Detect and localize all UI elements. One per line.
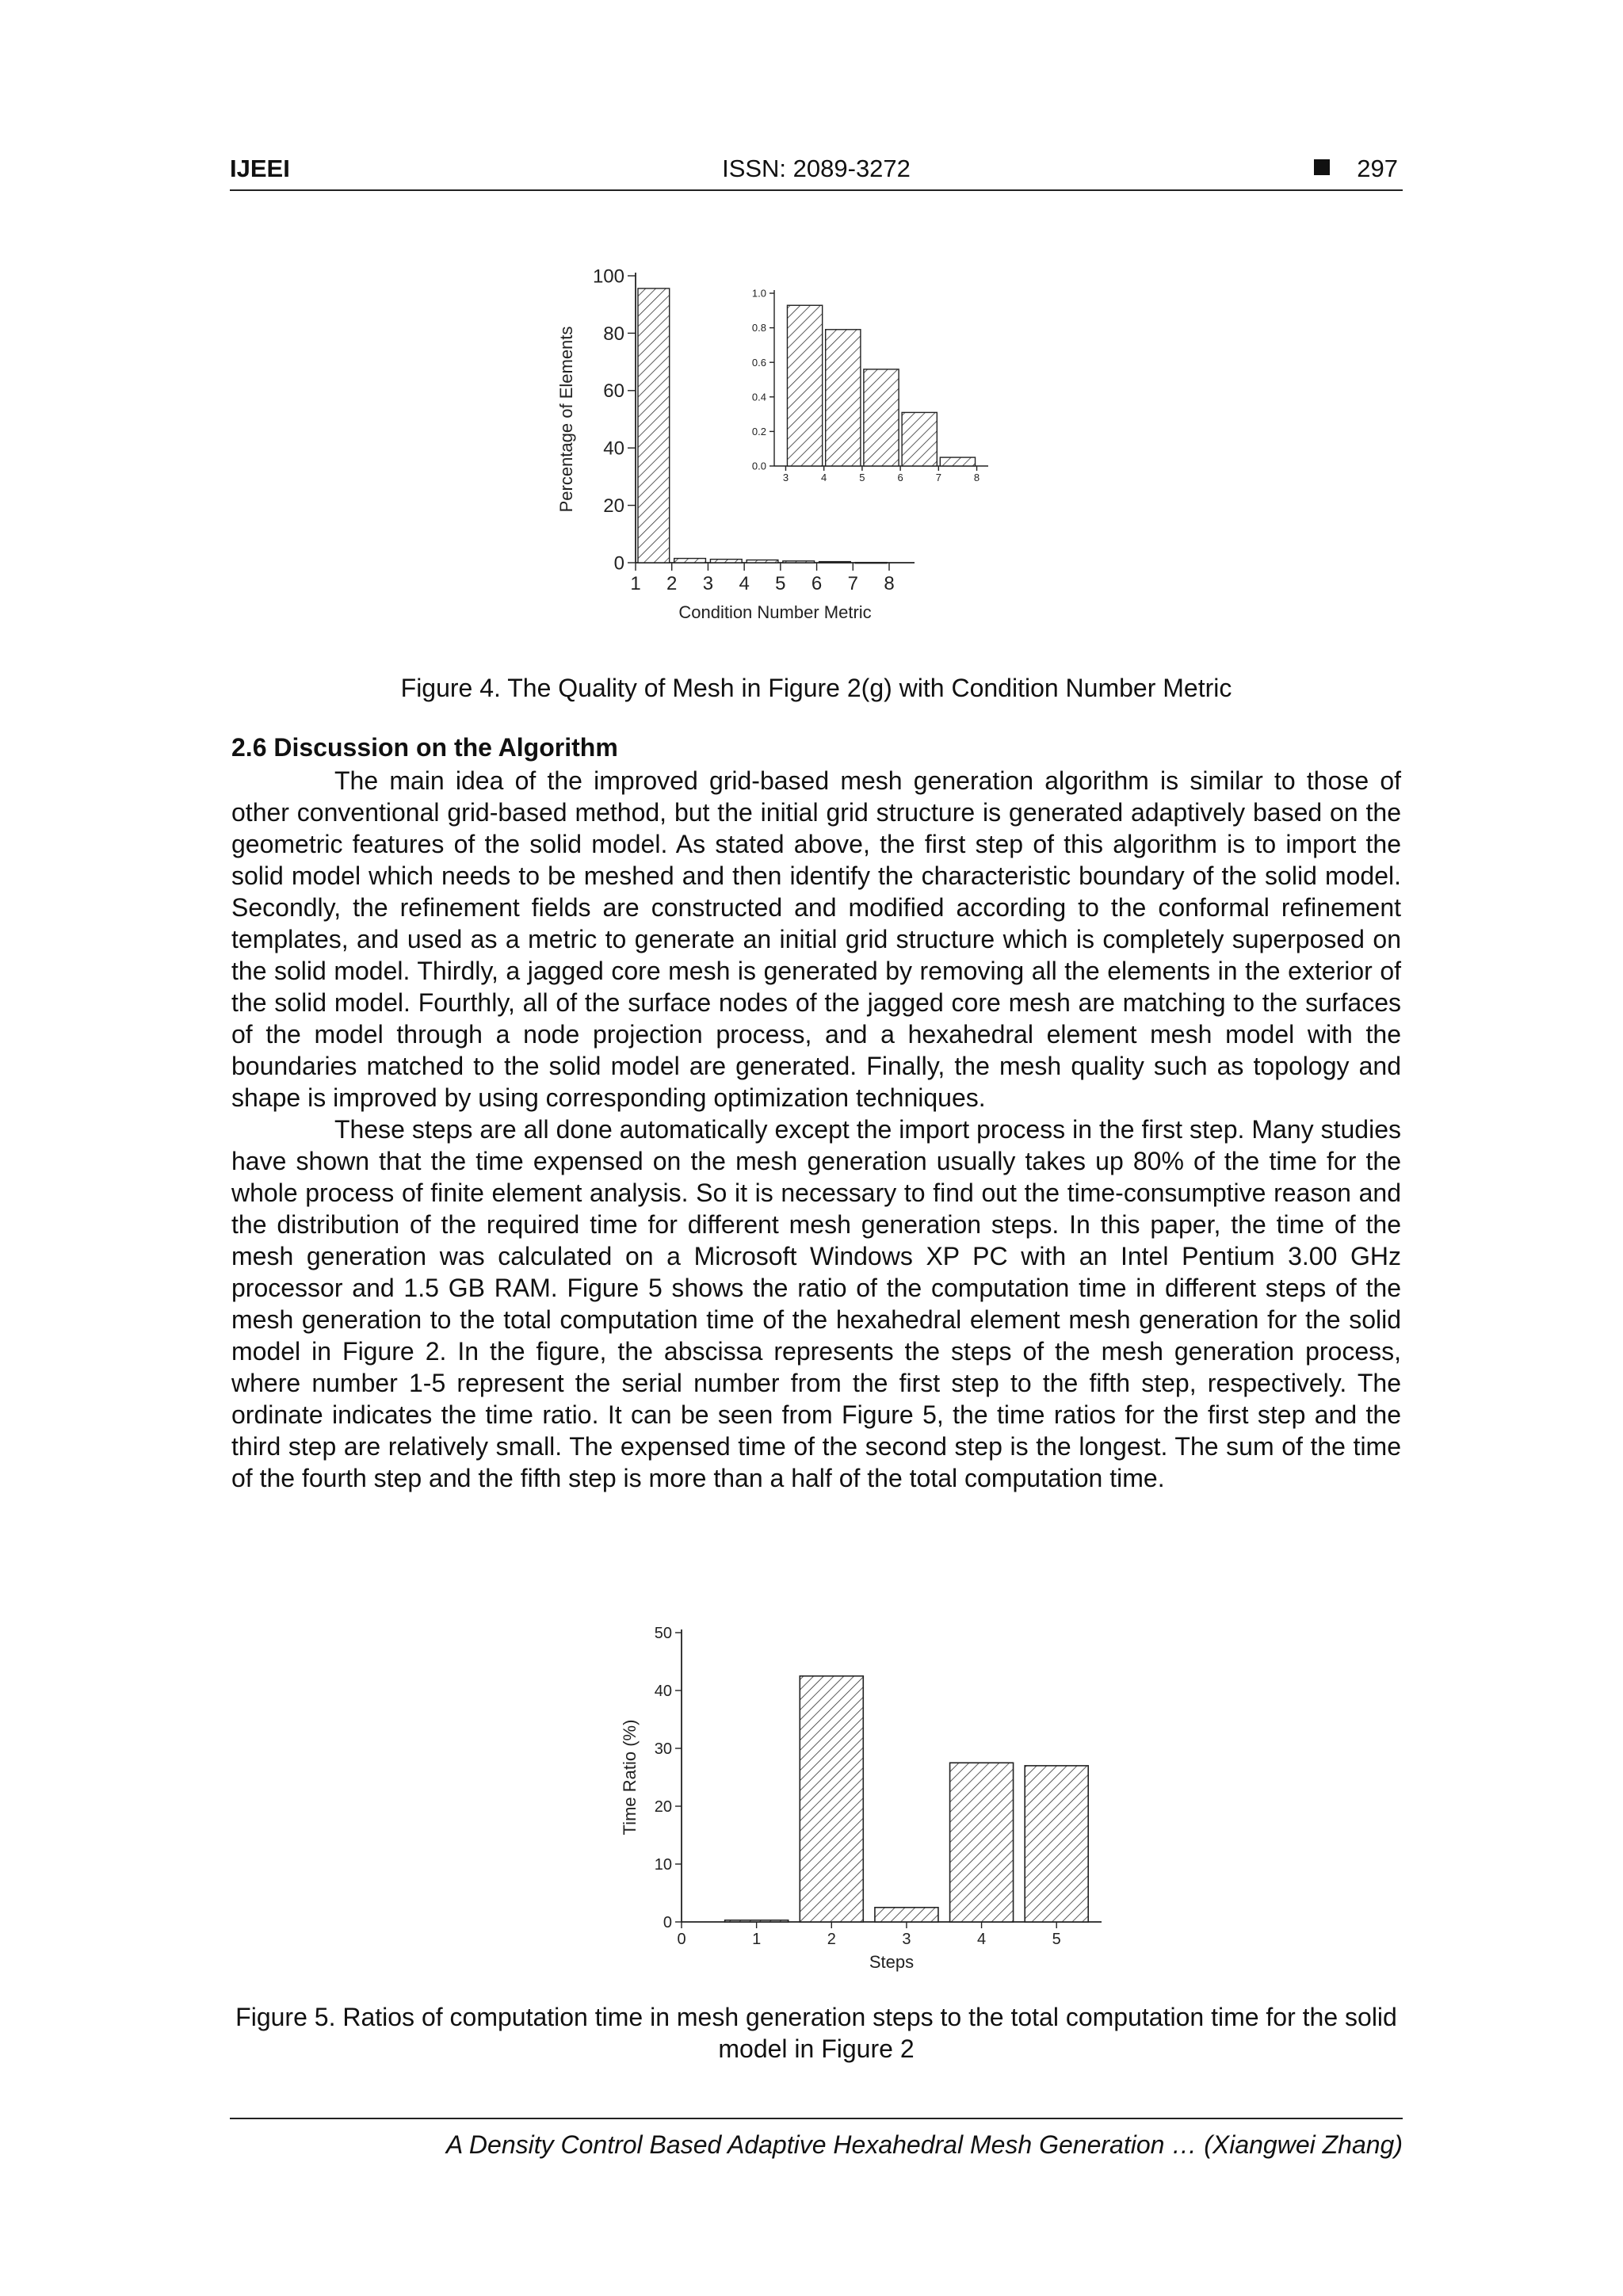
fig5-bar (875, 1908, 938, 1922)
fig4-main-y-tick-label: 100 (592, 266, 624, 288)
fig4-main-bar (783, 561, 815, 563)
fig5-y-tick-label: 10 (654, 1856, 672, 1874)
fig4-inset-bar (902, 412, 937, 466)
fig5-y-tick-label: 20 (654, 1798, 672, 1816)
paragraph-2: These steps are all done automatically except the import process in the first step. Many studies have shown that the time expensed on the mesh generation usually takes up 80% of the time for the whole process of finite element analysis. So it is necessary to find out the time-consumptive reason and the distribution of the required time for different mesh generation steps. In this paper, the time of the mesh generation was calculated on a Microsoft Windows XP PC with an Intel Pentium 3.00 GHz processor and 1.5 GB RAM. Figure 5 shows the ratio of the computation time in different steps of the mesh generation to the total computation time of the hexahedral element mesh generation for the solid model in Figure 2. In the figure, the abscissa represents the steps of the mesh generation process, where number 1-5 represent the serial number from the first step to the fifth step, respectively. The ordinate indicates the time ratio. It can be seen from Figure 5, the time ratios for the first step and the third step are relatively small. The expensed time of the second step is the longest. The sum of the time of the fourth step and the fifth step is more than a half of the total computation time. (231, 1115, 1401, 1492)
issn: ISSN: 2089-3272 (722, 155, 911, 182)
figure-5-chart (610, 1617, 1125, 1981)
fig4-main-bar (638, 288, 670, 563)
fig5-y-tick-label: 30 (654, 1740, 672, 1758)
figure-5-caption: Figure 5. Ratios of computation time in mesh generation steps to the total computation time for the solid model in Figure 2 (235, 2003, 1397, 2063)
fig4-main-x-tick-label: 2 (666, 573, 678, 594)
fig4-main-x-tick-label: 8 (884, 573, 895, 594)
fig4-main-x-tick-label: 3 (702, 573, 714, 594)
figure-4-caption: Figure 4. The Quality of Mesh in Figure 2(g) with Condition Number Metric (400, 674, 1232, 702)
fig4-inset-x-tick-label: 4 (821, 472, 827, 483)
fig4-main-y-tick-label: 40 (603, 437, 624, 460)
bullet-square-icon (1314, 159, 1330, 175)
fig4-main-y-tick-label: 0 (613, 552, 624, 575)
fig4-inset-x-tick-label: 3 (782, 472, 789, 483)
fig5-y-tick-label: 40 (654, 1683, 672, 1700)
figure-4-chart (539, 254, 1030, 642)
fig4-main-y-axis-label: Percentage of Elements (556, 326, 576, 513)
fig4-main-y-tick-label: 80 (603, 323, 624, 345)
fig4-inset-bar (940, 457, 975, 466)
fig4-main-x-tick-label: 6 (811, 573, 823, 594)
fig4-main-x-tick-label: 5 (775, 573, 786, 594)
fig4-inset-x-tick-label: 8 (973, 472, 980, 483)
fig4-inset-x-tick-label: 5 (859, 472, 865, 483)
section-title: 2.6 Discussion on the Algorithm (231, 733, 618, 762)
fig4-inset-y-tick-label: 0.2 (751, 425, 766, 437)
figure-4-inset-plot (752, 288, 988, 483)
fig4-inset-bar (787, 305, 822, 466)
paragraph-1: The main idea of the improved grid-based mesh generation algorithm is similar to those of other conventional grid-based method, but the initial grid structure is generated adaptively based on the geometric features of the solid model. As stated above, the first step of this algorithm is to import the solid model which needs to be meshed and then identify the characteristic boundary of the solid model. Secondly, the refinement fields are constructed and modified according to the conformal refinement templates, and used as a metric to generate an initial grid structure which is completely superposed on the solid model. Thirdly, a jagged core mesh is generated by removing all the elements in the exterior of the solid model. Fourthly, all of the surface nodes of the jagged core mesh are matching to the surfaces of the model through a node projection process, and a hexahedral element mesh model with the boundaries matched to the solid model are generated. Finally, the mesh quality such as topology and shape is improved by using corresponding optimization techniques. (231, 766, 1401, 1112)
page-footer: A Density Control Based Adaptive Hexahedral Mesh Generation … (Xiangwei Zhang) (230, 2118, 1403, 2160)
fig4-main-x-axis-label: Condition Number Metric (678, 602, 872, 622)
fig5-x-tick-label: 2 (827, 1931, 836, 1948)
fig5-y-tick-label: 0 (663, 1914, 672, 1931)
fig5-x-axis-label: Steps (869, 1952, 915, 1972)
fig5-bar (950, 1763, 1014, 1922)
fig5-x-tick-label: 5 (1052, 1931, 1061, 1948)
fig4-inset-y-tick-label: 0.0 (751, 460, 766, 472)
fig5-x-tick-label: 1 (752, 1931, 762, 1948)
fig4-main-x-tick-label: 1 (630, 573, 641, 594)
fig5-bar (725, 1920, 789, 1922)
section-body (231, 765, 1401, 1494)
fig4-main-bar (819, 562, 851, 563)
page-number: 297 (1357, 155, 1398, 182)
fig4-main-x-tick-label: 4 (739, 573, 750, 594)
fig4-main-x-tick-label: 7 (847, 573, 858, 594)
fig4-main-bar (747, 560, 778, 563)
page-number-wrap (1314, 155, 1398, 183)
fig5-x-tick-label: 3 (902, 1931, 911, 1948)
fig5-x-tick-label: 0 (677, 1931, 686, 1948)
fig4-inset-bar (826, 330, 861, 466)
fig4-inset-y-tick-label: 0.6 (751, 356, 766, 369)
fig4-inset-bar (864, 369, 899, 466)
fig4-inset-y-tick-label: 1.0 (751, 287, 766, 300)
page-header (230, 155, 1403, 191)
figure-5-plot (620, 1625, 1102, 1972)
fig4-main-y-tick-label: 60 (603, 380, 624, 403)
fig4-inset-x-tick-label: 6 (897, 472, 903, 483)
fig4-inset-x-tick-label: 7 (935, 472, 941, 483)
fig4-inset-y-tick-label: 0.4 (751, 391, 766, 403)
fig4-main-bar (710, 560, 742, 563)
fig5-bar (1025, 1766, 1088, 1922)
fig5-bar (800, 1676, 863, 1922)
journal-name: IJEEI (230, 155, 290, 182)
fig4-main-bar (674, 559, 706, 563)
fig4-inset-y-tick-label: 0.8 (751, 322, 766, 334)
fig5-y-axis-label: Time Ratio (%) (620, 1719, 640, 1836)
fig4-main-y-tick-label: 20 (603, 495, 624, 517)
fig5-y-tick-label: 50 (654, 1625, 672, 1642)
fig5-x-tick-label: 4 (977, 1931, 987, 1948)
